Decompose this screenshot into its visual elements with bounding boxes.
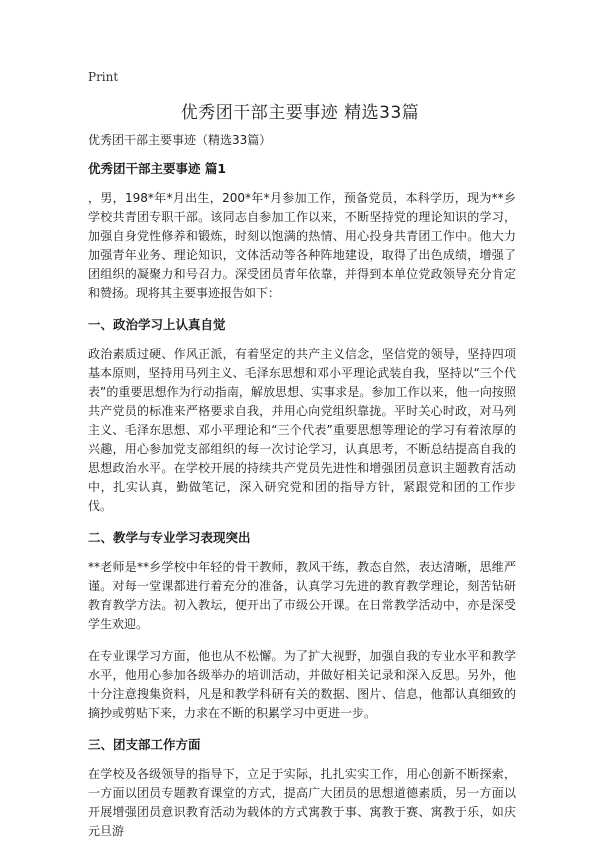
- document-body: [88, 131, 516, 854]
- paragraph-teaching-2: 在专业课学习方面，他也从不松懈。为了扩大视野，加强自我的专业水平和教学水平，他用心参加各级举办的培训活动，并做好相关记录和深入反思。另外，他十分注意搜集资料，凡是和教学科研有关的数据、图片、信息，他都认真细致的摘抄或剪贴下来，力求在不断的积累学习中更进一步。: [88, 649, 516, 720]
- print-link[interactable]: Print: [88, 70, 119, 84]
- section-heading-league-work: 三、团支部工作方面: [88, 737, 201, 752]
- paragraph-political-study: 政治素质过硬、作风正派，有着坚定的共产主义信念，坚信党的领导，坚持四项基本原则，坚持用马列主义、毛泽东思想和邓小平理论武装自我，坚持以“三个代表”的重要思想作为行动指南，解放思想、实事求是。参加工作以来，他一向按照共产党员的标准来严格要求自我，并用心向党组织靠拢。平时关心时政，对马列主义、毛泽东思想、邓小平理论和“三个代表”重要思想等理论的学习有着浓厚的兴趣，用心参加党支部组织的每一次讨论学习，认真思考，不断总结提高自我的思想政治水平。在学校开展的持续共产党员先进性和增强团员意识主题教育活动中，扎实认真，勤做笔记，深入研究党和团的指导方针，紧跟党和团的工作步伐。: [88, 347, 516, 513]
- section-heading-political-study: 一、政治学习上认真自觉: [88, 317, 226, 332]
- paragraph-teaching-1: **老师是**乡学校中年轻的骨干教师，教风干练，教态自然，表达清晰，思维严谨。对每一堂课都进行着充分的准备，认真学习先进的教育教学理论，刻苦钻研教育教学方法。初入教坛，便开出了市级公开课。在日常教学活动中，亦是深受学生欢迎。: [88, 560, 516, 631]
- document-title: 优秀团干部主要事迹 精选33篇: [180, 103, 420, 123]
- section-heading-article-1: 优秀团干部主要事迹 篇1: [88, 161, 227, 176]
- document-subtitle: 优秀团干部主要事迹（精选33篇）: [88, 133, 272, 147]
- paragraph-league-work: 在学校及各级领导的指导下，立足于实际，扎扎实实工作，用心创新不断探索，一方面以团员专题教育课堂的方式，提高广大团员的思想道德素质，另一方面以开展增强团员意识教育活动为载体的方式寓教于事、寓教于赛、寓教于乐，如庆元旦游: [88, 767, 516, 838]
- paragraph-intro: ，男，198*年*月出生，200*年*月参加工作，预备党员，本科学历，现为**乡学校共青团专职干部。该同志自参加工作以来，不断坚持党的理论知识的学习，加强自身党性修养和锻炼，时刻以饱满的热情、用心投身共青团工作中。他大力加强青年业务、理论知识，文体活动等各种阵地建设，取得了出色成绩，增强了团组织的凝聚力和号召力。深受团员青年依靠，并得到本单位党政领导充分肯定和赞扬。现将其主要事迹报告如下：: [88, 191, 516, 300]
- section-heading-teaching: 二、教学与专业学习表现突出: [88, 530, 251, 545]
